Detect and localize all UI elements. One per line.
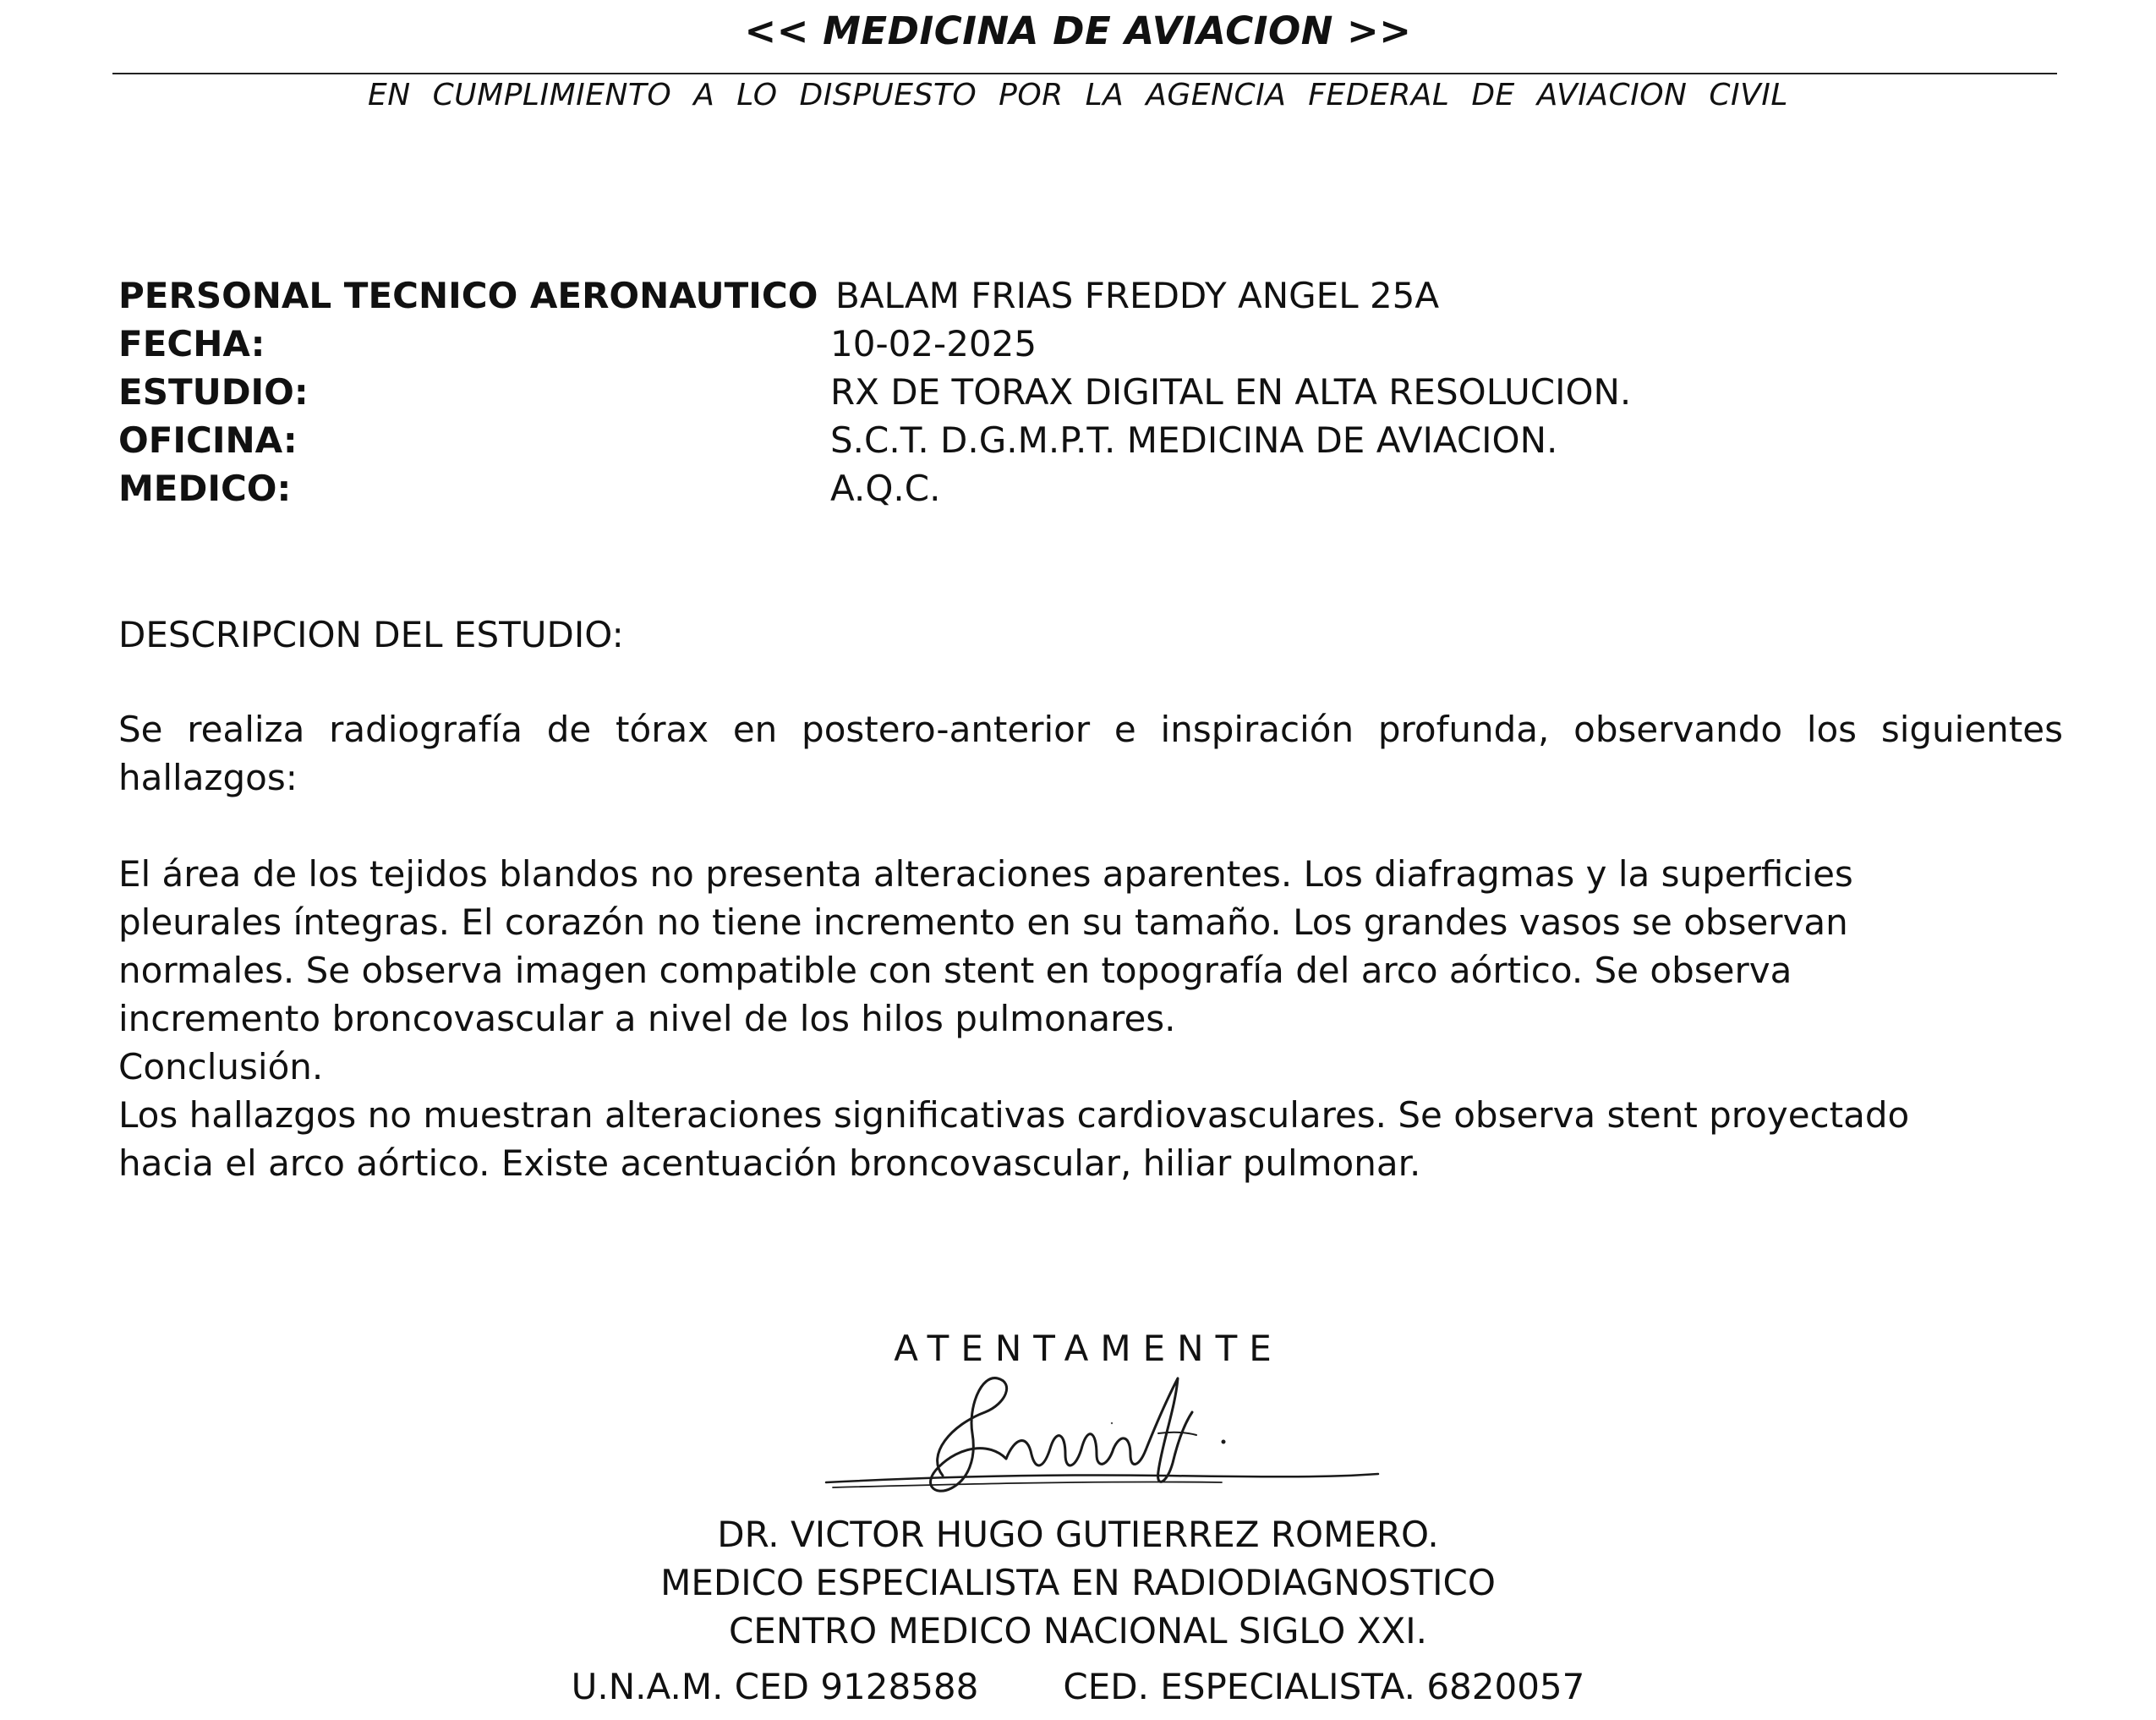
signer-name: DR. VICTOR HUGO GUTIERREZ ROMERO. [717,1514,1439,1555]
closing-salutation: ATENTAMENTE [894,1328,1283,1369]
unam-cedula: U.N.A.M. CED 9128588 [571,1666,979,1707]
study-heading: DESCRIPCION DEL ESTUDIO: [118,614,624,655]
study-intro-line: hallazgos: [118,757,298,798]
conclusion-line: hacia el arco aórtico. Existe acentuación broncovascular, hiliar pulmonar. [118,1142,1421,1184]
study-findings [118,850,2063,1187]
fecha-label: FECHA: [118,323,265,364]
signer-title: MEDICO ESPECIALISTA EN RADIODIAGNOSTICO [660,1562,1496,1603]
findings-line: normales. Se observa imagen compatible con stent en topografía del arco aórtico. Se observa [118,950,1792,991]
medico-label: MEDICO: [118,468,292,509]
estudio-label: ESTUDIO: [118,371,309,413]
conclusion-line: Los hallazgos no muestran alteraciones significativas cardiovasculares. Se observa stent proyectado [118,1094,1910,1136]
findings-line: El área de los tejidos blandos no presenta alteraciones aparentes. Los diafragmas y la superficies [118,853,1853,895]
header-divider [112,73,2057,74]
fecha-value: 10-02-2025 [830,323,1037,364]
oficina-value: S.C.T. D.G.M.P.T. MEDICINA DE AVIACION. [830,419,1558,461]
personal-label: PERSONAL TECNICO AERONAUTICO [118,275,818,316]
study-intro-line: Se realiza radiografía de tórax en postero-anterior e inspiración profunda, observando los siguientes [118,709,2063,750]
personal-value: BALAM FRIAS FREDDY ANGEL 25A [835,275,1440,316]
oficina-label: OFICINA: [118,419,298,461]
conclusion-heading: Conclusión. [118,1046,324,1087]
handwritten-signature-icon [824,1374,1382,1518]
signer-institution: CENTRO MEDICO NACIONAL SIGLO XXI. [728,1610,1428,1652]
document-title: << MEDICINA DE AVIACION >> [744,8,1412,53]
estudio-value: RX DE TORAX DIGITAL EN ALTA RESOLUCION. [830,371,1632,413]
findings-line: pleurales íntegras. El corazón no tiene incremento en su tamaño. Los grandes vasos se observan [118,901,1848,943]
findings-line: incremento broncovascular a nivel de los hilos pulmonares. [118,998,1176,1039]
study-intro [118,705,2063,802]
document-subtitle: EN CUMPLIMIENTO A LO DISPUESTO POR LA AGENCIA FEDERAL DE AVIACION CIVIL [368,78,1788,112]
signer-credentials [0,1666,2156,1707]
specialist-cedula: CED. ESPECIALISTA. 6820057 [1063,1666,1585,1707]
medico-value: A.Q.C. [830,468,941,509]
